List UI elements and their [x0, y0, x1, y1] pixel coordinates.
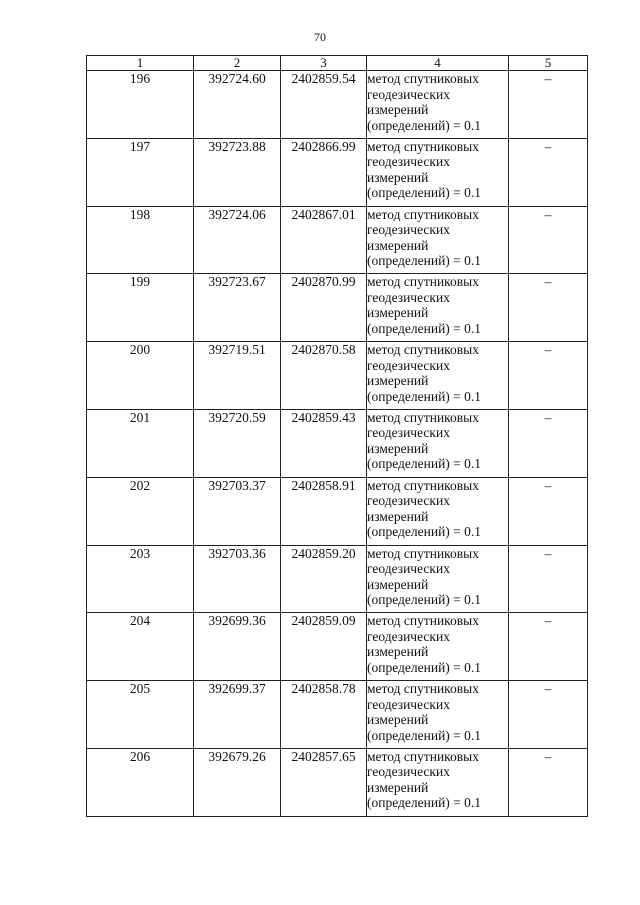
method-line: геодезических: [367, 222, 450, 238]
y-coordinate-cell: 2402859.09: [281, 613, 367, 681]
method-cell: [367, 748, 509, 816]
method-line: геодезических: [367, 154, 450, 170]
method-line: измерений: [367, 644, 429, 660]
x-coordinate-cell: 392724.06: [194, 206, 281, 274]
point-number-cell: 202: [87, 477, 194, 545]
x-coordinate-cell: 392719.51: [194, 342, 281, 410]
header-col-3: 3: [281, 56, 367, 71]
method-line: метод спутниковых: [367, 748, 479, 764]
method-line: метод спутниковых: [367, 138, 479, 154]
y-coordinate-cell: 2402858.78: [281, 681, 367, 749]
y-coordinate-cell: 2402859.43: [281, 409, 367, 477]
x-coordinate-cell: 392723.88: [194, 138, 281, 206]
table-row: [87, 342, 588, 410]
method-line: (определений) = 0.1: [367, 659, 482, 675]
note-cell: –: [509, 477, 588, 545]
method-cell: [367, 613, 509, 681]
table-row: [87, 613, 588, 681]
table-row: [87, 409, 588, 477]
method-cell: [367, 409, 509, 477]
method-line: метод спутниковых: [367, 409, 479, 425]
x-coordinate-cell: 392703.37: [194, 477, 281, 545]
method-line: измерений: [367, 102, 429, 117]
y-coordinate-cell: 2402870.99: [281, 274, 367, 342]
method-line: метод спутниковых: [367, 206, 479, 222]
y-coordinate-cell: 2402859.54: [281, 71, 367, 139]
note-cell: –: [509, 748, 588, 816]
point-number-cell: 203: [87, 545, 194, 613]
method-line: метод спутниковых: [367, 71, 479, 86]
method-line: геодезических: [367, 493, 450, 509]
note-cell: –: [509, 71, 588, 139]
header-col-4: 4: [367, 56, 509, 71]
header-row: [87, 56, 588, 71]
header-col-5: 5: [509, 56, 588, 71]
y-coordinate-cell: 2402867.01: [281, 206, 367, 274]
method-line: измерений: [367, 373, 429, 389]
point-number-cell: 206: [87, 748, 194, 816]
point-number-cell: 199: [87, 274, 194, 342]
method-line: метод спутниковых: [367, 613, 479, 629]
method-line: геодезических: [367, 764, 450, 780]
method-line: геодезических: [367, 86, 450, 102]
method-cell: [367, 342, 509, 410]
table-row: [87, 206, 588, 274]
x-coordinate-cell: 392679.26: [194, 748, 281, 816]
method-line: (определений) = 0.1: [367, 592, 482, 608]
method-line: геодезических: [367, 628, 450, 644]
method-line: геодезических: [367, 357, 450, 373]
point-number-cell: 201: [87, 409, 194, 477]
point-number-cell: 198: [87, 206, 194, 274]
method-line: (определений) = 0.1: [367, 524, 482, 540]
method-line: (определений) = 0.1: [367, 253, 482, 269]
method-cell: [367, 681, 509, 749]
table-row: [87, 138, 588, 206]
note-cell: –: [509, 613, 588, 681]
coordinates-table: [86, 55, 588, 817]
table-header: [87, 56, 588, 71]
method-line: измерений: [367, 305, 429, 321]
method-line: метод спутниковых: [367, 477, 479, 493]
method-line: геодезических: [367, 289, 450, 305]
method-cell: [367, 477, 509, 545]
method-line: (определений) = 0.1: [367, 456, 482, 472]
method-line: (определений) = 0.1: [367, 795, 482, 811]
note-cell: –: [509, 138, 588, 206]
note-cell: –: [509, 409, 588, 477]
y-coordinate-cell: 2402859.20: [281, 545, 367, 613]
point-number-cell: 196: [87, 71, 194, 139]
y-coordinate-cell: 2402866.99: [281, 138, 367, 206]
method-cell: [367, 545, 509, 613]
point-number-cell: 204: [87, 613, 194, 681]
point-number-cell: 200: [87, 342, 194, 410]
y-coordinate-cell: 2402857.65: [281, 748, 367, 816]
note-cell: –: [509, 681, 588, 749]
x-coordinate-cell: 392724.60: [194, 71, 281, 139]
method-line: (определений) = 0.1: [367, 117, 482, 133]
table-row: [87, 274, 588, 342]
method-line: измерений: [367, 237, 429, 253]
point-number-cell: 197: [87, 138, 194, 206]
x-coordinate-cell: 392723.67: [194, 274, 281, 342]
method-cell: [367, 138, 509, 206]
method-line: измерений: [367, 712, 429, 728]
header-col-1: 1: [87, 56, 194, 71]
x-coordinate-cell: 392720.59: [194, 409, 281, 477]
table-row: [87, 71, 588, 139]
method-line: метод спутниковых: [367, 342, 479, 358]
header-col-2: 2: [194, 56, 281, 71]
point-number-cell: 205: [87, 681, 194, 749]
y-coordinate-cell: 2402858.91: [281, 477, 367, 545]
method-line: измерений: [367, 440, 429, 456]
x-coordinate-cell: 392699.37: [194, 681, 281, 749]
table-row: [87, 477, 588, 545]
note-cell: –: [509, 342, 588, 410]
method-line: (определений) = 0.1: [367, 185, 482, 201]
method-line: геодезических: [367, 696, 450, 712]
method-line: геодезических: [367, 425, 450, 441]
x-coordinate-cell: 392699.36: [194, 613, 281, 681]
method-line: геодезических: [367, 561, 450, 577]
note-cell: –: [509, 206, 588, 274]
method-line: измерений: [367, 576, 429, 592]
method-cell: [367, 71, 509, 139]
method-line: измерений: [367, 779, 429, 795]
table-row: [87, 545, 588, 613]
x-coordinate-cell: 392703.36: [194, 545, 281, 613]
page-number: 70: [314, 30, 326, 44]
method-line: (определений) = 0.1: [367, 388, 482, 404]
method-line: метод спутниковых: [367, 274, 479, 290]
method-line: метод спутниковых: [367, 545, 479, 561]
method-cell: [367, 274, 509, 342]
table-body: [87, 71, 588, 817]
y-coordinate-cell: 2402870.58: [281, 342, 367, 410]
note-cell: –: [509, 545, 588, 613]
method-cell: [367, 206, 509, 274]
method-line: метод спутниковых: [367, 681, 479, 697]
method-line: (определений) = 0.1: [367, 727, 482, 743]
table-row: [87, 681, 588, 749]
method-line: измерений: [367, 169, 429, 185]
method-line: измерений: [367, 508, 429, 524]
table-row: [87, 748, 588, 816]
method-line: (определений) = 0.1: [367, 320, 482, 336]
note-cell: –: [509, 274, 588, 342]
